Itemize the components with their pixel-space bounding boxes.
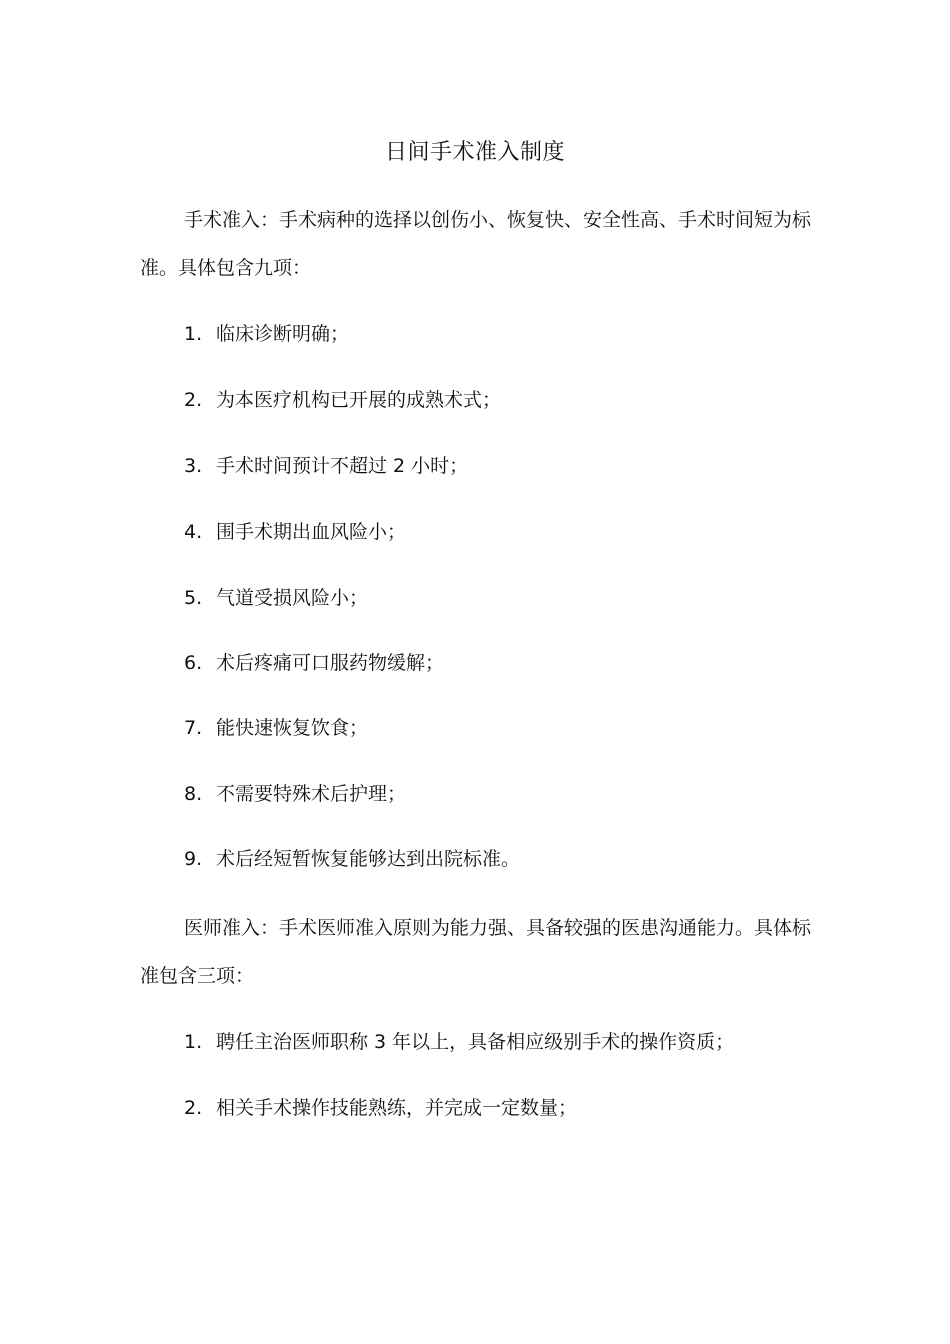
list-item-number: 4. <box>184 521 203 543</box>
list-item-text: 能快速恢复饮食； <box>216 717 369 739</box>
list-item <box>184 450 468 482</box>
list-item-number: 1. <box>184 323 203 345</box>
list-item-number: 5. <box>184 587 203 609</box>
list-item-text: 相关手术操作技能熟练，并完成一定数量； <box>216 1097 578 1119</box>
list-item-number: 9. <box>184 848 203 870</box>
list-item-text: 术后经短暂恢复能够达到出院标准。 <box>216 848 521 870</box>
list-item-number: 7. <box>184 717 203 739</box>
section-doctor-intro: 医师准入：手术医师准入原则为能力强、具备较强的医患沟通能力。具体标准包含三项： <box>140 917 812 987</box>
list-item-text: 气道受损风险小； <box>216 587 369 609</box>
list-item-number: 2. <box>184 1097 203 1119</box>
list-item <box>184 647 444 679</box>
list-item <box>184 516 406 548</box>
list-item <box>184 384 501 416</box>
list-item-text: 术后疼痛可口服药物缓解； <box>216 652 445 674</box>
list-item-number: 1. <box>184 1031 203 1053</box>
list-item-number: 6. <box>184 652 203 674</box>
list-item <box>184 1092 577 1124</box>
list-item <box>184 582 368 614</box>
list-item-text: 聘任主治医师职称 3 年以上，具备相应级别手术的操作资质； <box>216 1031 735 1053</box>
list-item-text: 手术时间预计不超过 2 小时； <box>216 455 469 477</box>
list-item <box>184 318 349 350</box>
list-item-number: 3. <box>184 455 203 477</box>
list-item <box>184 712 368 744</box>
list-item-text: 不需要特殊术后护理； <box>216 783 407 805</box>
list-item-number: 2. <box>184 389 203 411</box>
list-item-text: 为本医疗机构已开展的成熟术式； <box>216 389 502 411</box>
section-surgery-intro: 手术准入：手术病种的选择以创伤小、恢复快、安全性高、手术时间短为标准。具体包含九项： <box>140 209 812 279</box>
list-item <box>184 778 406 810</box>
list-item <box>184 1026 734 1058</box>
list-item <box>184 843 520 875</box>
list-item-text: 围手术期出血风险小； <box>216 521 407 543</box>
document-title: 日间手术准入制度 <box>384 140 565 165</box>
list-item-number: 8. <box>184 783 203 805</box>
list-item-text: 临床诊断明确； <box>216 323 350 345</box>
